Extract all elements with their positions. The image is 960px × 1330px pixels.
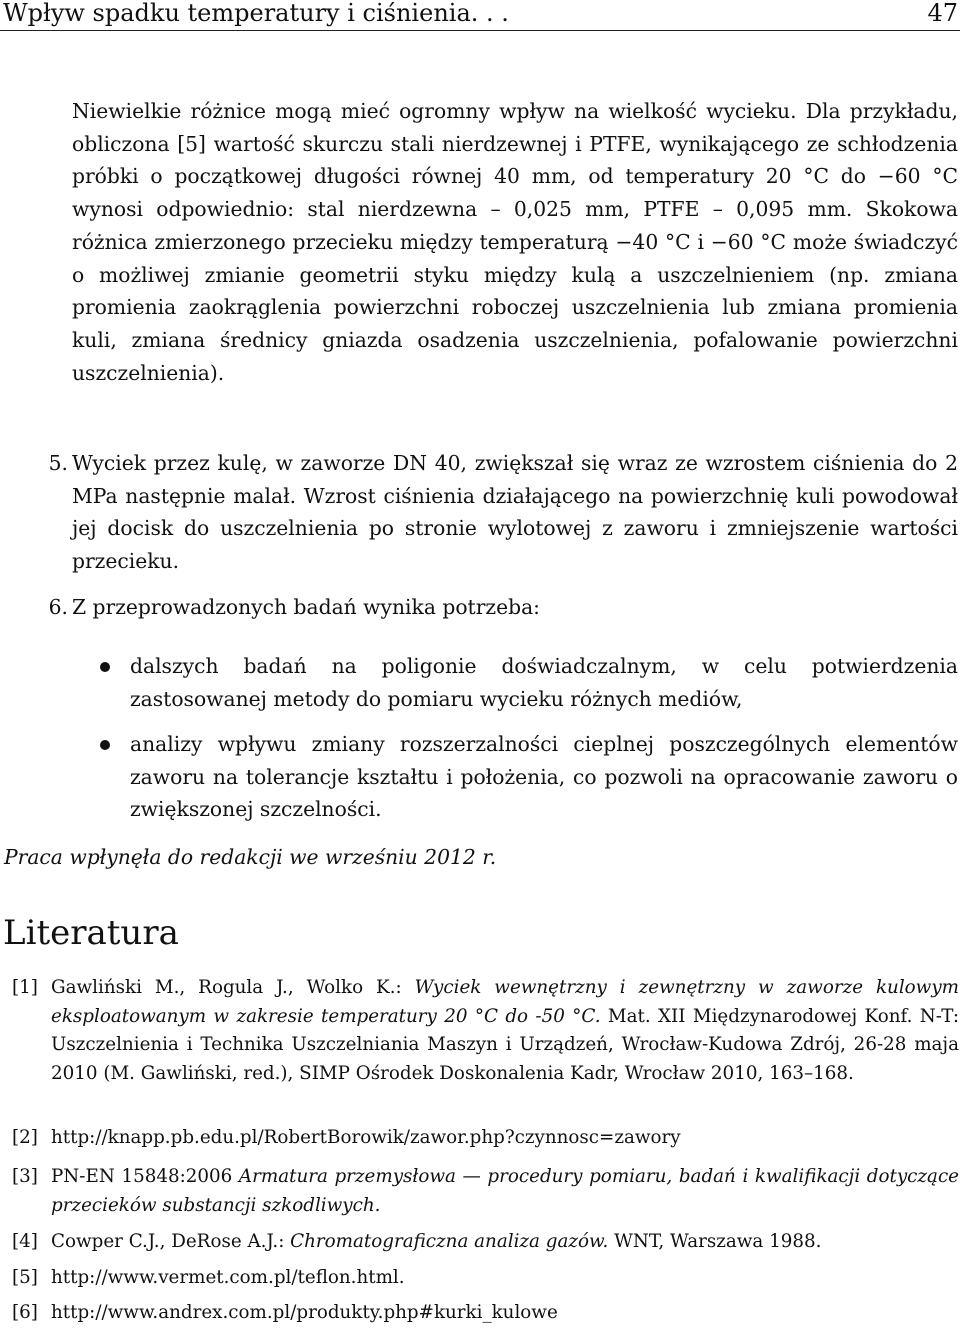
reference-label: [5] <box>12 1267 38 1288</box>
reference-link[interactable]: http://www.andrex.com.pl/produkty.php#kurki_kulowe <box>51 1302 558 1323</box>
item-number: 5. <box>48 451 68 475</box>
reference-label: [4] <box>12 1231 38 1252</box>
reference-label: [6] <box>12 1302 38 1323</box>
page-number: 47 <box>927 0 958 27</box>
intro-paragraph: Niewielkie różnice mogą mieć ogromny wpływ na wielkość wycieku. Dla przykładu, obliczona [5] wartość skurczu stali nierdzewnej i PTFE, wynikającego ze schłodzenia próbki o początkowej długości równej 40 mm, od temperatury 20 °C do −60 °C wynosi odpowiednio: stal nierdzewna – 0,025 mm, PTFE – 0,095 mm. Skokowa różnica zmierzonego przecieku między temperaturą −40 °C i −60 °C może świadczyć o możliwej zmianie geometrii styku między kulą a uszczelnieniem (np. zmiana promienia zaokrąglenia powierzchni roboczej uszczelnienia lub zmiana promienia kuli, zmiana średnicy gniazda osadzenia uszczelnienia, pofalowanie powierzchni uszczelnienia). <box>72 99 958 385</box>
reference-title: Armatura przemysłowa — procedury pomiaru, badań i kwalifikacji dotyczące przecieków substancji szkodliwych. <box>51 1166 960 1216</box>
reference-link[interactable]: http://knapp.pb.edu.pl/RobertBorowik/zawor.php?czynnosc=zawory <box>51 1127 681 1148</box>
item-text: Wyciek przez kulę, w zaworze DN 40, zwiększał się wraz ze wzrostem ciśnienia do 2 MPa następnie malał. Wzrost ciśnienia działającego na powierzchnię kuli powodował jej docisk do uszczelnienia po stronie wylotowej z zaworu i zmniejszenie wartości przecieku. <box>72 451 958 574</box>
running-title: Wpływ spadku temperatury i ciśnienia. . . <box>3 0 509 27</box>
reference-title: Wyciek wewnętrzny i zewnętrzny w zaworze kulowym eksploatowanym w zakresie temperatury 20 °C do -50 °C. <box>51 977 959 1027</box>
reference-label: [2] <box>12 1127 38 1148</box>
reference-label: [1] <box>12 977 38 998</box>
bullet-dot-icon <box>100 662 110 672</box>
running-header <box>0 0 960 31</box>
literature-heading: Literatura <box>3 913 179 953</box>
item-text: Z przeprowadzonych badań wynika potrzeba: <box>72 595 540 619</box>
bullet-text: analizy wpływu zmiany rozszerzalności cieplnej poszczególnych elementów zaworu na tolerancje kształtu i położenia, co pozwoli na opracowanie zaworu o zwiększonej szczelności. <box>130 732 958 822</box>
reference-label: [3] <box>12 1166 38 1187</box>
reference-authors: PN-EN 15848:2006 <box>51 1166 239 1187</box>
reference-link[interactable]: http://www.vermet.com.pl/teflon.html. <box>51 1267 405 1288</box>
received-note: Praca wpłynęła do redakcji we wrześniu 2012 r. <box>4 845 497 869</box>
reference-rest: WNT, Warszawa 1988. <box>608 1231 822 1252</box>
item-number: 6. <box>48 595 68 619</box>
reference-authors: Gawliński M., Rogula J., Wolko K.: <box>51 977 415 998</box>
reference-title: Chromatograficzna analiza gazów. <box>290 1231 609 1252</box>
bullet-text: dalszych badań na poligonie doświadczalnym, w celu potwierdzenia zastosowanej metody do pomiaru wycieku różnych mediów, <box>130 654 958 711</box>
bullet-dot-icon <box>100 740 110 750</box>
reference-authors: Cowper C.J., DeRose A.J.: <box>51 1231 291 1252</box>
reference-rest: Mat. XII Międzynarodowej Konf. N-T: Uszczelnienia i Technika Uszczelniania Maszyn i Urządzeń, Wrocław-Kudowa Zdrój, 26-28 maja 2010 (M. Gawliński, red.), SIMP Ośrodek Doskonalenia Kadr, Wrocław 2010, 163–168. <box>51 1005 959 1084</box>
